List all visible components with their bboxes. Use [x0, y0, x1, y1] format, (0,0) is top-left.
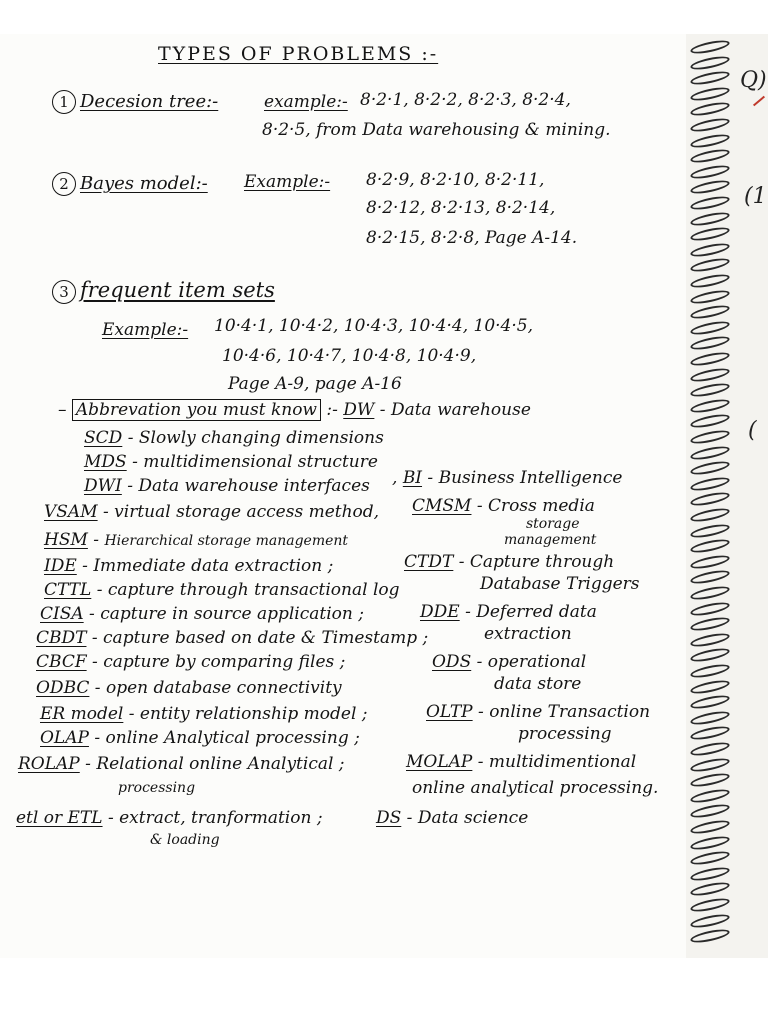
abbr-olap: OLAP - online Analytical processing ;	[40, 728, 360, 748]
spiral-ring	[689, 818, 730, 836]
abbr-cttl: CTTL - capture through transactional log	[44, 580, 400, 600]
section-3-line-1: 10·4·1, 10·4·2, 10·4·3, 10·4·4, 10·4·5,	[214, 316, 533, 336]
spiral-ring	[689, 334, 730, 352]
spiral-ring	[689, 568, 730, 586]
section-1-line-1: 8·2·1, 8·2·2, 8·2·3, 8·2·4,	[360, 90, 571, 110]
abbr-dde: DDE - Deferred data	[420, 602, 597, 622]
margin-paren-mark: (	[748, 418, 757, 443]
section-3-label: Example:-	[102, 320, 189, 340]
section-2-line-3: 8·2·15, 8·2·8, Page A-14.	[366, 228, 578, 248]
spiral-ring	[689, 319, 730, 337]
spiral-ring	[689, 490, 730, 508]
spiral-ring	[689, 132, 730, 150]
spiral-ring	[689, 693, 730, 711]
spiral-ring	[689, 522, 730, 540]
abbr-ods-line-2: data store	[494, 674, 582, 694]
abbr-molap-line-2: online analytical processing.	[412, 778, 659, 798]
spiral-ring	[689, 834, 730, 852]
abbr-ods: ODS - operational	[432, 652, 587, 672]
spiral-ring	[689, 709, 730, 727]
margin-one-mark: (1	[744, 184, 767, 209]
section-1-heading: 1 Decesion tree:-	[52, 90, 218, 114]
spiral-ring	[689, 85, 730, 103]
spiral-ring	[689, 163, 730, 181]
spiral-ring	[689, 631, 730, 649]
spiral-ring	[689, 116, 730, 134]
spiral-ring	[689, 724, 730, 742]
spiral-ring	[689, 880, 730, 898]
section-2-heading: 2 Bayes model:-	[52, 172, 208, 196]
spiral-ring	[689, 225, 730, 243]
abbr-oltp-line-2: processing	[518, 724, 612, 744]
abbr-er-model: ER model - entity relationship model ;	[40, 704, 368, 724]
spiral-ring	[689, 210, 730, 228]
spiral-binding	[686, 34, 768, 958]
spiral-ring	[689, 600, 730, 618]
spiral-ring	[689, 802, 730, 820]
abbreviations-heading: – Abbrevation you must know :- DW - Data warehouse	[58, 400, 531, 420]
abbr-rolap-line-2: processing	[118, 780, 196, 796]
spiral-ring	[689, 787, 730, 805]
margin-red-mark	[753, 96, 765, 107]
abbr-dwi: DWI - Data warehouse interfaces	[84, 476, 370, 496]
abbr-mds: MDS - multidimensional structure	[84, 452, 378, 472]
section-1-label: example:-	[264, 92, 348, 112]
spiral-ring	[689, 288, 730, 306]
section-2-line-2: 8·2·12, 8·2·13, 8·2·14,	[366, 198, 556, 218]
spiral-ring	[689, 241, 730, 259]
spiral-ring	[689, 397, 730, 415]
spiral-ring	[689, 366, 730, 384]
abbr-ctdt-line-2: Database Triggers	[480, 574, 640, 594]
abbr-rolap: ROLAP - Relational online Analytical ;	[18, 754, 345, 774]
abbr-vsam: VSAM - virtual storage access method,	[44, 502, 380, 522]
spiral-ring	[689, 756, 730, 774]
spiral-ring	[689, 771, 730, 789]
abbr-cisa: CISA - capture in source application ;	[40, 604, 364, 624]
section-1-line-2: 8·2·5, from Data warehousing & mining.	[262, 120, 611, 140]
abbr-dde-line-2: extraction	[484, 624, 572, 644]
abbr-odbc: ODBC - open database connectivity	[36, 678, 342, 698]
spiral-ring	[689, 100, 730, 118]
page-title: TYPES OF PROBLEMS :-	[158, 43, 439, 65]
abbr-ctdt: CTDT - Capture through	[404, 552, 615, 572]
spiral-ring	[689, 615, 730, 633]
spiral-ring	[689, 38, 730, 56]
abbr-molap: MOLAP - multidimentional	[406, 752, 637, 772]
abbr-etl-line-2: & loading	[150, 832, 220, 848]
spiral-ring	[689, 459, 730, 477]
spiral-ring	[689, 896, 730, 914]
spiral-ring	[689, 69, 730, 87]
abbr-ide: IDE - Immediate data extraction ;	[44, 556, 334, 576]
spiral-ring	[689, 553, 730, 571]
abbr-cbcf: CBCF - capture by comparing files ;	[36, 652, 346, 672]
spiral-ring	[689, 662, 730, 680]
abbr-cmsm-line-3: management	[504, 532, 597, 548]
spiral-ring	[689, 646, 730, 664]
margin-q-mark: Q)	[740, 68, 767, 93]
spiral-ring	[689, 849, 730, 867]
spiral-ring	[689, 927, 730, 945]
spiral-ring	[689, 865, 730, 883]
spiral-ring	[689, 428, 730, 446]
spiral-ring	[689, 256, 730, 274]
abbr-oltp: OLTP - online Transaction	[426, 702, 651, 722]
abbr-hsm: HSM - Hierarchical storage management	[44, 530, 349, 550]
spiral-ring	[689, 444, 730, 462]
spiral-ring	[689, 147, 730, 165]
spiral-ring	[689, 381, 730, 399]
abbr-scd: SCD - Slowly changing dimensions	[84, 428, 384, 448]
abbr-bi: , BI - Business Intelligence	[392, 468, 623, 488]
section-3-line-3: Page A-9, page A-16	[228, 374, 402, 394]
notebook-page	[0, 34, 768, 958]
spiral-ring	[689, 54, 730, 72]
spiral-ring	[689, 740, 730, 758]
spiral-ring	[689, 412, 730, 430]
spiral-ring	[689, 584, 730, 602]
section-2-line-1: 8·2·9, 8·2·10, 8·2·11,	[366, 170, 545, 190]
section-3-heading: 3 frequent item sets	[52, 280, 275, 304]
abbr-cmsm-line-2: storage	[526, 516, 580, 532]
abbr-etl: etl or ETL - extract, tranformation ;	[16, 808, 323, 828]
spiral-ring	[689, 475, 730, 493]
spiral-ring	[689, 506, 730, 524]
spiral-ring	[689, 272, 730, 290]
spiral-ring	[689, 678, 730, 696]
spiral-ring	[689, 194, 730, 212]
abbr-cmsm: CMSM - Cross media	[412, 496, 595, 516]
spiral-ring	[689, 912, 730, 930]
abbr-cbdt: CBDT - capture based on date & Timestamp ;	[36, 628, 429, 648]
section-3-line-2: 10·4·6, 10·4·7, 10·4·8, 10·4·9,	[222, 346, 477, 366]
spiral-ring	[689, 178, 730, 196]
spiral-ring	[689, 350, 730, 368]
abbr-ds: DS - Data science	[376, 808, 529, 828]
section-2-label: Example:-	[244, 172, 331, 192]
spiral-ring	[689, 537, 730, 555]
spiral-ring	[689, 303, 730, 321]
